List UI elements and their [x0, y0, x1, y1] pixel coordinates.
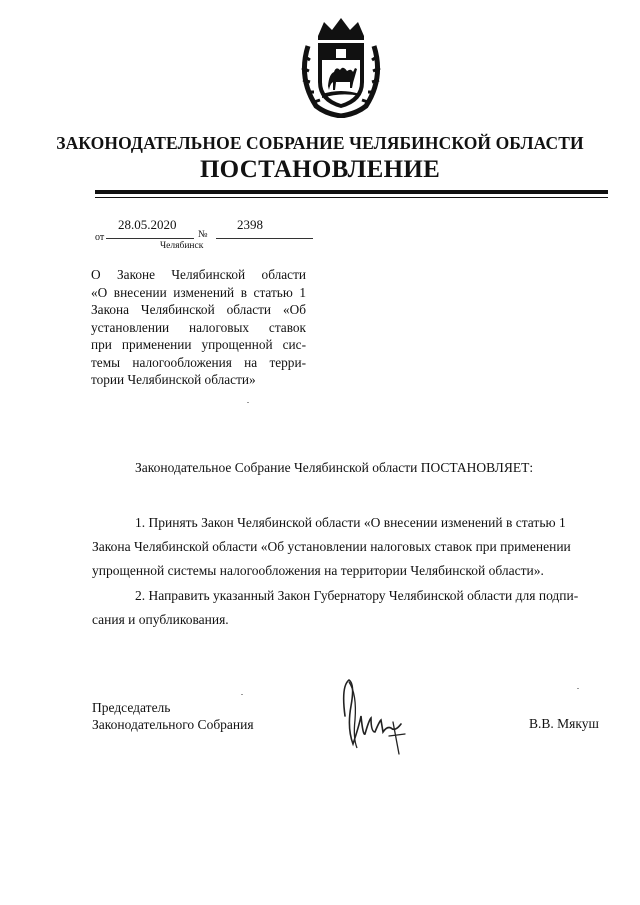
scan-speck	[241, 694, 243, 695]
signer-position	[92, 699, 254, 733]
signer-name: В.В. Мякуш	[529, 716, 599, 731]
city-label: Челябинск	[160, 241, 204, 251]
organization-title: ЗАКОНОДАТЕЛЬНОЕ СОБРАНИЕ ЧЕЛЯБИНСКОЙ ОБЛАСТИ	[56, 133, 584, 153]
header-rule-thin	[95, 197, 608, 198]
subject-line: О Законе Челябинской области	[91, 267, 306, 282]
document-number: 2398	[237, 217, 263, 232]
scan-speck	[247, 402, 249, 403]
paragraph-1-line: 1. Принять Закон Челябинской области «О внесении изменений в статью 1	[135, 515, 566, 530]
paragraph-2-line: сания и опубликования.	[92, 612, 229, 627]
paragraph-1-line: упрощенной системы налогообложения на территории Челябинской области».	[92, 563, 544, 578]
paragraph-1-line: Закона Челябинской области «Об установлении налоговых ставок при применении	[92, 539, 571, 554]
subject-line: тории Челябинской области»	[91, 372, 256, 387]
number-underline	[216, 238, 313, 239]
paragraph-2-line: 2. Направить указанный Закон Губернатору Челябинской области для подпи-	[135, 588, 579, 603]
subject-line: установлении налоговых ставок	[91, 319, 306, 335]
document-type: ПОСТАНОВЛЕНИЕ	[199, 156, 441, 183]
resolves-statement: Законодательное Собрание Челябинской области ПОСТАНОВЛЯЕТ:	[135, 460, 534, 475]
date-prefix: от	[95, 232, 105, 243]
document-date: 28.05.2020	[118, 217, 177, 232]
subject-line: Закона Челябинской области «Об	[91, 302, 306, 317]
subject-line: «О внесении изменений в статью 1	[91, 284, 306, 300]
date-underline	[106, 238, 194, 239]
document-subject	[91, 266, 306, 389]
subject-line: при применении упрощенной сис-	[91, 337, 306, 352]
handwritten-signature-icon	[335, 676, 410, 756]
header-rule-thick	[95, 190, 608, 194]
number-prefix: №	[198, 229, 208, 240]
signer-position-line: Председатель	[92, 700, 171, 715]
subject-line: темы налогообложения на терри-	[91, 354, 306, 370]
scan-speck	[577, 688, 579, 689]
coat-of-arms-icon	[296, 16, 386, 118]
signer-position-line: Законодательного Собрания	[92, 717, 254, 732]
